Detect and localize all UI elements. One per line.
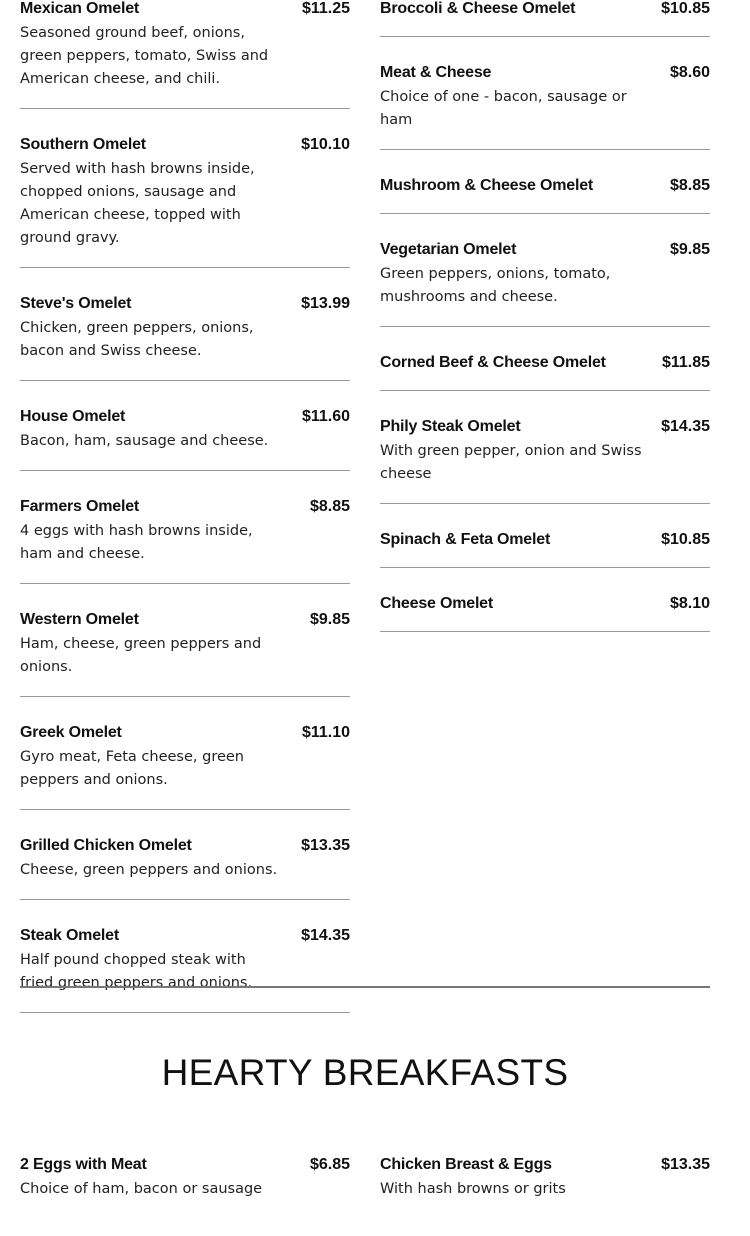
item-price: $11.10 [301,724,350,741]
item-name: Farmers Omelet [20,498,140,515]
item-name: Steve's Omelet [20,295,132,312]
item-description: Cheese, green peppers and onions. [20,862,278,878]
item-description: Seasoned ground beef, onions, green peppers, tomato, Swiss and American cheese, and chili. [20,25,269,87]
section-title: HEARTY BREAKFASTS [161,1052,569,1093]
item-description: With hash browns or grits [380,1181,566,1197]
menu-item [380,586,710,632]
menu-item [380,0,710,37]
item-name: Phily Steak Omelet [380,418,521,435]
item-price: $13.99 [301,295,350,312]
item-price: $11.25 [301,0,350,17]
breakfasts-left-column [20,1155,350,1236]
item-name: Steak Omelet [20,927,119,944]
menu-item [380,55,710,150]
item-description: Choice of one - bacon, sausage or ham [380,89,627,128]
section-divider [20,986,710,988]
item-description: With green pepper, onion and Swiss cheese [380,443,642,482]
omelets-right-column [380,0,710,1031]
menu-item [20,918,350,1013]
item-name: House Omelet [20,408,126,425]
item-name: Meat & Cheese [380,64,492,81]
item-name: Western Omelet [20,611,139,628]
item-price: $11.60 [301,408,350,425]
item-name: Mexican Omelet [20,0,140,17]
omelets-menu-grid [20,0,710,1031]
menu-item [380,232,710,327]
menu-item [20,715,350,810]
item-price: $9.85 [669,241,710,258]
item-price: $8.60 [669,64,710,81]
menu-item [20,286,350,381]
item-description: Served with hash browns inside, chopped onions, sausage and American cheese, topped with ground gravy. [20,161,255,246]
omelets-left-column [20,0,350,1031]
item-price: $6.85 [309,1156,350,1173]
menu-item [380,409,710,504]
item-price: $10.10 [301,136,350,153]
item-name: Chicken Breast & Eggs [380,1156,552,1173]
item-description: Choice of ham, bacon or sausage [20,1181,263,1197]
item-name: Broccoli & Cheese Omelet [380,0,576,17]
menu-item [20,0,350,109]
item-description: Green peppers, onions, tomato, mushrooms and cheese. [380,266,611,305]
menu-item [380,1155,710,1218]
menu-item [380,522,710,568]
menu-item [20,489,350,584]
item-name: Grilled Chicken Omelet [20,837,192,854]
menu-item [380,168,710,214]
item-description: 4 eggs with hash browns inside, ham and cheese. [20,523,253,562]
item-price: $8.85 [309,498,350,515]
menu-item [20,127,350,268]
item-price: $8.10 [669,595,710,612]
item-price: $8.85 [669,177,710,194]
item-name: Corned Beef & Cheese Omelet [380,354,606,371]
breakfasts-right-column [380,1155,710,1236]
item-price: $13.35 [301,837,350,854]
menu-item [380,345,710,391]
menu-item [20,1155,350,1218]
item-name: Vegetarian Omelet [380,241,517,258]
item-price: $9.85 [309,611,350,628]
item-price: $13.35 [661,1156,710,1173]
item-name: Spinach & Feta Omelet [380,531,551,548]
menu-item [20,828,350,900]
item-description: Half pound chopped steak with fried green peppers and onions. [20,952,253,991]
item-name: Southern Omelet [20,136,146,153]
item-price: $11.85 [661,354,710,371]
item-price: $14.35 [661,418,710,435]
item-description: Chicken, green peppers, onions, bacon and Swiss cheese. [20,320,254,359]
breakfasts-menu-grid [20,1155,710,1236]
item-description: Gyro meat, Feta cheese, green peppers and onions. [20,749,244,788]
item-price: $14.35 [301,927,350,944]
item-name: Mushroom & Cheese Omelet [380,177,594,194]
item-name: 2 Eggs with Meat [20,1156,147,1173]
item-description: Ham, cheese, green peppers and onions. [20,636,262,675]
item-price: $10.85 [661,531,710,548]
item-description: Bacon, ham, sausage and cheese. [20,433,269,449]
item-price: $10.85 [661,0,710,17]
menu-item [20,399,350,471]
item-name: Greek Omelet [20,724,122,741]
item-name: Cheese Omelet [380,595,494,612]
menu-item [20,602,350,697]
